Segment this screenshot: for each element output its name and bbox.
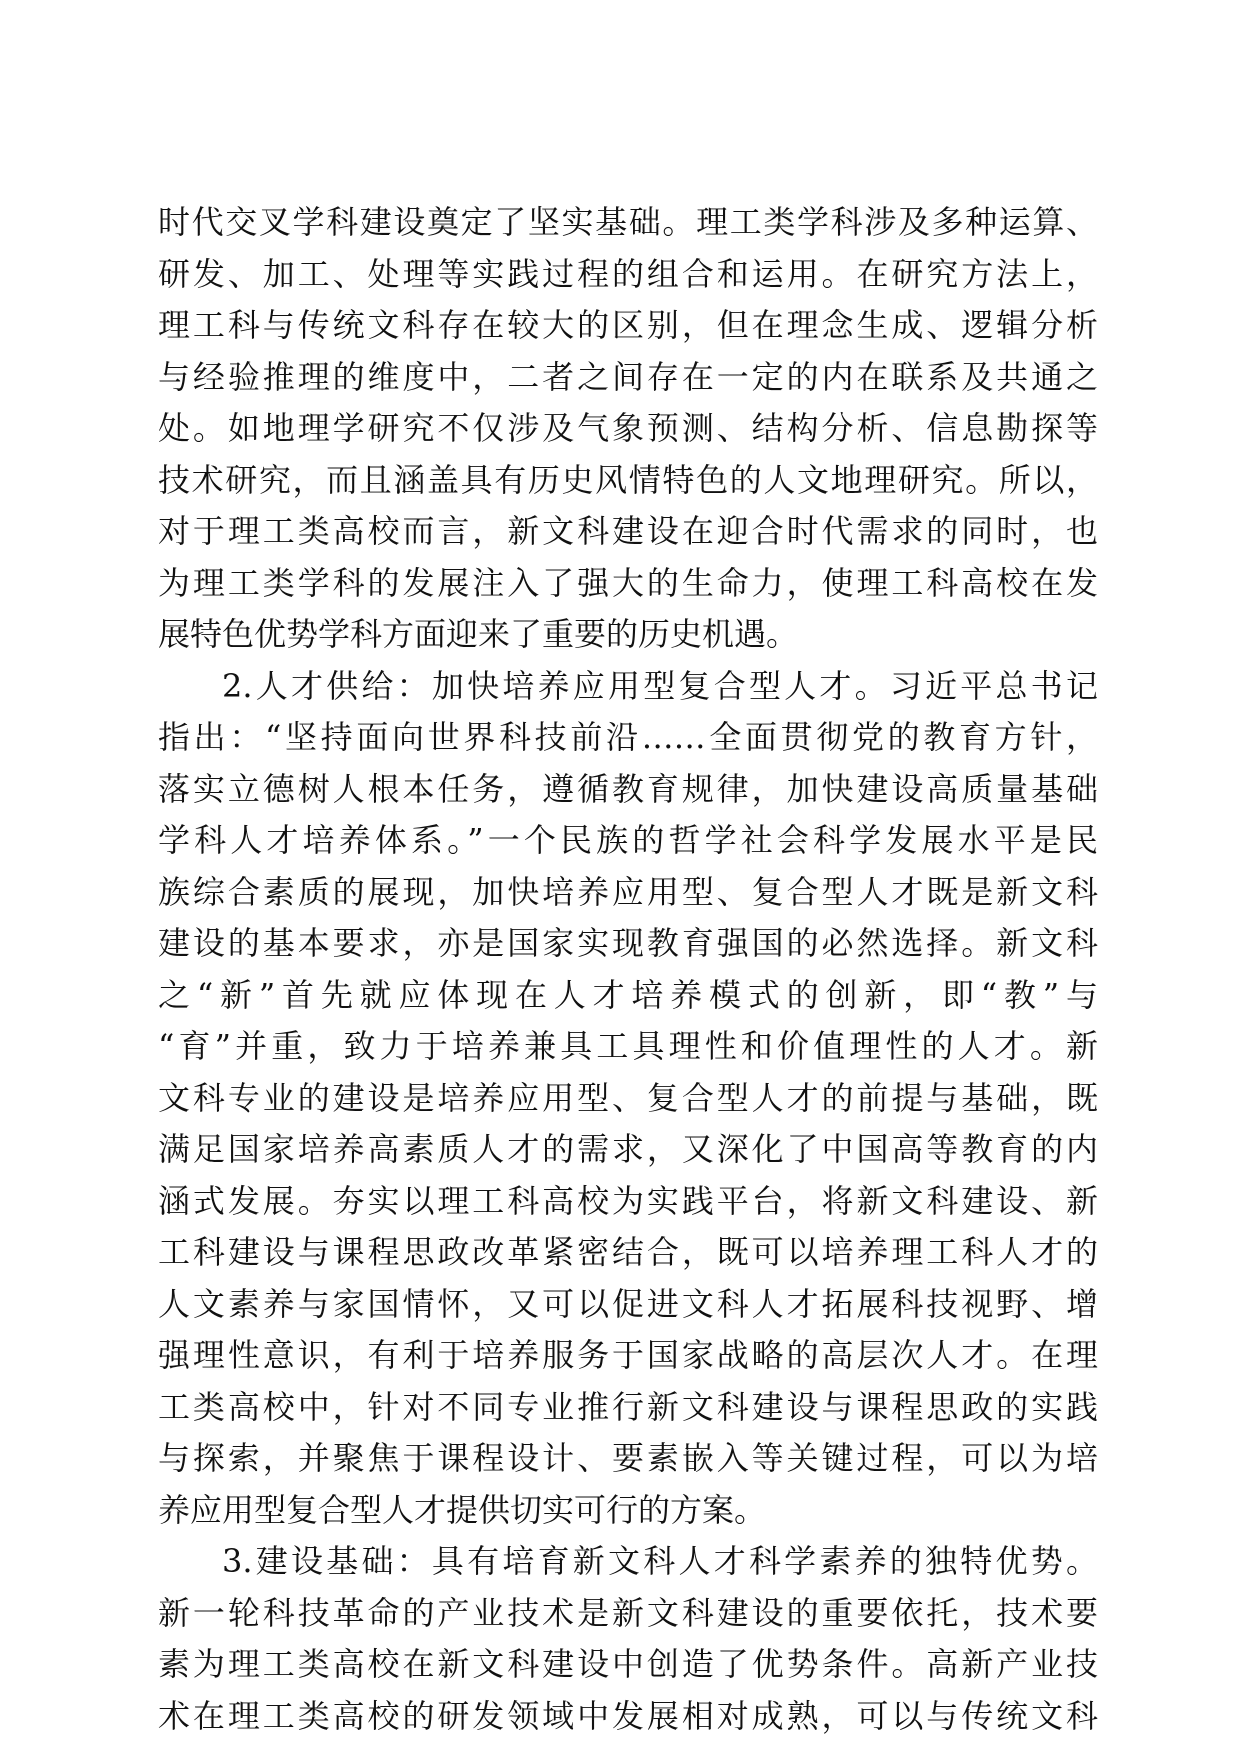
text-line: 文科专业的建设是培养应用型、复合型人才的前提与基础，既 — [158, 1078, 1098, 1117]
text-line: 落实立德树人根本任务，遵循教育规律，加快建设高质量基础 — [158, 769, 1098, 808]
text-line: 建设的基本要求，亦是国家实现教育强国的必然选择。新文科 — [158, 924, 1098, 962]
text-line: 技术研究，而且涵盖具有历史风情特色的人文地理研究。所以， — [158, 460, 1098, 499]
text-line: 时代交叉学科建设奠定了坚实基础。理工类学科涉及多种运算、 — [158, 203, 1098, 241]
text-line: 工类高校中，针对不同专业推行新文科建设与课程思政的实践 — [158, 1387, 1098, 1426]
text-line: 人文素养与家国情怀，又可以促进文科人才拓展科技视野、增 — [158, 1284, 1098, 1323]
text-line: “育”并重，致力于培养兼具工具理性和价值理性的人才。新 — [158, 1027, 1098, 1065]
text-line: 展特色优势学科方面迎来了重要的历史机遇。 — [158, 615, 799, 653]
section-heading-talent-supply: 2.人才供给：加快培养应用型复合型人才。习近平总书记 — [222, 666, 1098, 705]
text-line: 新一轮科技革命的产业技术是新文科建设的重要依托，技术要 — [158, 1593, 1098, 1632]
text-line: 强理性意识，有利于培养服务于国家战略的高层次人才。在理 — [158, 1336, 1098, 1374]
text-line: 指出：“坚持面向世界科技前沿……全面贯彻党的教育方针， — [158, 718, 1098, 756]
text-line: 学科人才培养体系。”一个民族的哲学社会科学发展水平是民 — [158, 821, 1098, 859]
text-line: 与探索，并聚焦于课程设计、要素嵌入等关键过程，可以为培 — [158, 1439, 1098, 1477]
text-line: 工科建设与课程思政改革紧密结合，既可以培养理工科人才的 — [158, 1233, 1098, 1271]
text-line: 对于理工类高校而言，新文科建设在迎合时代需求的同时，也 — [158, 512, 1098, 550]
text-line: 研发、加工、处理等实践过程的组合和运用。在研究方法上， — [158, 254, 1098, 293]
text-line: 与经验推理的维度中，二者之间存在一定的内在联系及共通之 — [158, 357, 1098, 396]
text-line: 之“新”首先就应体现在人才培养模式的创新，即“教”与 — [158, 975, 1098, 1014]
text-line: 理工科与传统文科存在较大的区别，但在理念生成、逻辑分析 — [158, 306, 1098, 344]
text-line: 族综合素质的展现，加快培养应用型、复合型人才既是新文科 — [158, 872, 1098, 911]
text-line: 术在理工类高校的研发领域中发展相对成熟，可以与传统文科 — [158, 1696, 1098, 1735]
text-line: 满足国家培养高素质人才的需求，又深化了中国高等教育的内 — [158, 1130, 1098, 1168]
body-text — [158, 197, 1098, 1742]
text-line: 养应用型复合型人才提供切实可行的方案。 — [158, 1490, 767, 1529]
text-line: 素为理工类高校在新文科建设中创造了优势条件。高新产业技 — [158, 1645, 1098, 1683]
section-heading-construction-basis: 3.建设基础：具有培育新文科人才科学素养的独特优势。 — [222, 1542, 1098, 1580]
text-line: 为理工类学科的发展注入了强大的生命力，使理工科高校在发 — [158, 563, 1098, 602]
text-line: 处。如地理学研究不仅涉及气象预测、结构分析、信息勘探等 — [158, 409, 1098, 447]
text-line: 涵式发展。夯实以理工科高校为实践平台，将新文科建设、新 — [158, 1181, 1098, 1220]
